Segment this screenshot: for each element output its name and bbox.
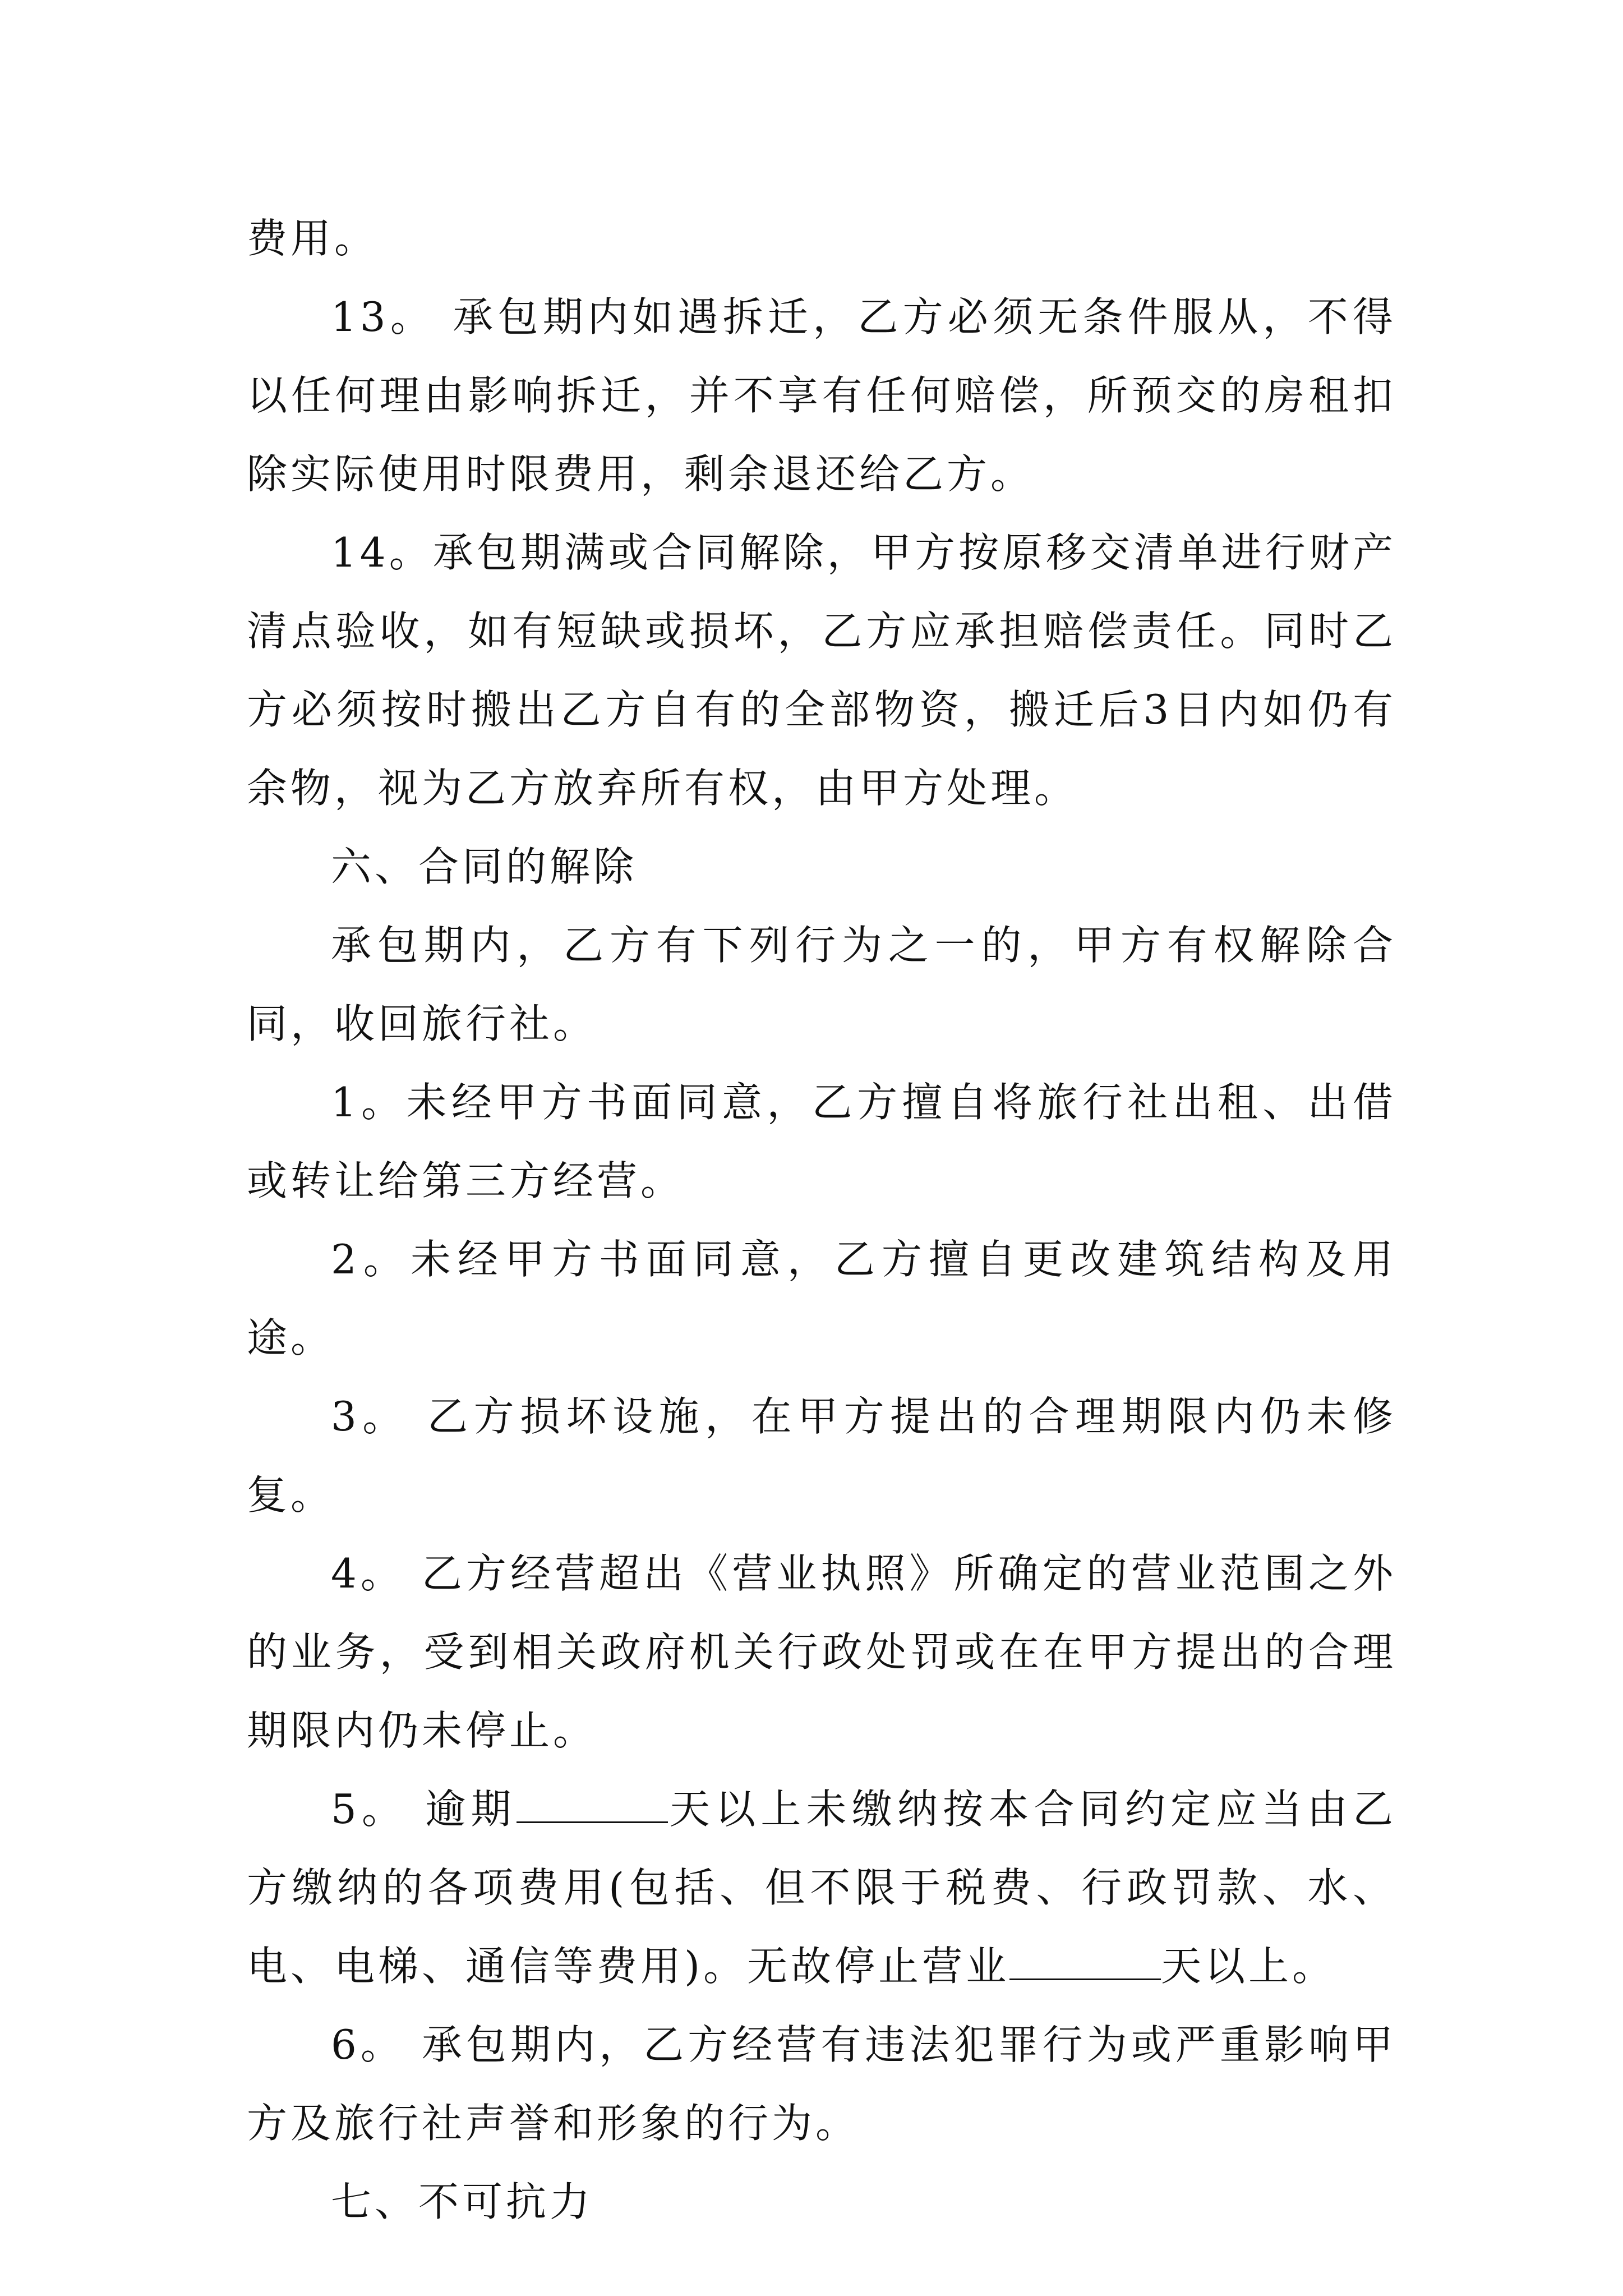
termination-item-5 <box>247 1770 1396 2005</box>
fill-blank-days-overdue[interactable] <box>517 1787 668 1823</box>
item-5-part-3: 天以上。 <box>1161 1943 1336 1990</box>
clause-13-demolition: 13。 承包期内如遇拆迁，乙方必须无条件服从，不得以任何理由影响拆迁，并不享有任何赔偿，所预交的房租扣除实际使用时限费用，剩余退还给乙方。 <box>247 293 1396 498</box>
termination-item-4: 4。 乙方经营超出《营业执照》所确定的营业范围之外的业务，受到相关政府机关行政处罚或在在甲方提出的合理期限内仍未停止。 <box>247 1550 1396 1754</box>
termination-intro: 承包期内，乙方有下列行为之一的，甲方有权解除合同，收回旅行社。 <box>247 922 1396 1047</box>
fill-blank-days-suspended[interactable] <box>1009 1944 1161 1980</box>
item-5-part-1: 5。 逾期 <box>331 1786 517 1833</box>
termination-item-2: 2。未经甲方书面同意，乙方擅自更改建筑结构及用途。 <box>247 1236 1396 1361</box>
section-heading-termination: 六、合同的解除 <box>331 843 638 890</box>
contract-body <box>247 199 1396 2241</box>
termination-item-6: 6。 承包期内，乙方经营有违法犯罪行为或严重影响甲方及旅行社声誉和形象的行为。 <box>247 2021 1396 2147</box>
section-heading-force-majeure: 七、不可抗力 <box>331 2178 594 2225</box>
item-5-part-2: 天以上未缴纳按本合同约定应当由乙方缴纳的各项费用(包括、但不限于税费、行政罚款、水、电、电梯、通信等费用)。无故停止营业 <box>247 1786 1396 1990</box>
paragraph-fee-end: 费用。 <box>247 215 379 262</box>
clause-14-inventory: 14。承包期满或合同解除，甲方按原移交清单进行财产清点验收，如有短缺或损坏，乙方应承担赔偿责任。同时乙方必须按时搬出乙方自有的全部物资，搬迁后3日内如仍有余物，视为乙方放弃所有权，由甲方处理。 <box>247 529 1396 812</box>
termination-item-1: 1。未经甲方书面同意，乙方擅自将旅行社出租、出借或转让给第三方经营。 <box>247 1079 1396 1204</box>
termination-item-3: 3。 乙方损坏设施，在甲方提出的合理期限内仍未修复。 <box>247 1393 1396 1519</box>
